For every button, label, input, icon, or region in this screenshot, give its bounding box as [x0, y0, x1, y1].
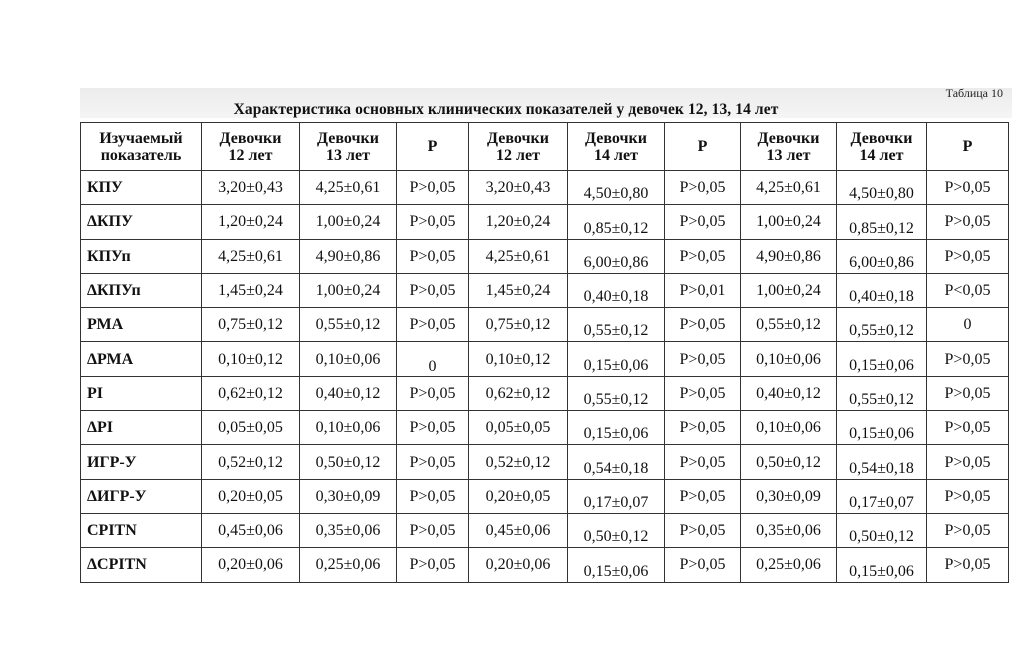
value-cell: 1,20±0,24 [469, 205, 568, 239]
value-cell: 0,55±0,12 [741, 308, 837, 342]
p-value-cell: P>0,05 [665, 239, 741, 273]
table-row [81, 239, 1009, 273]
table-row [81, 548, 1009, 582]
value-cell: 1,00±0,24 [300, 205, 397, 239]
p-value-cell: P>0,05 [397, 308, 469, 342]
value-cell: 1,45±0,24 [202, 273, 300, 307]
value-cell: 0,75±0,12 [202, 308, 300, 342]
column-header [568, 123, 665, 171]
value-cell: 0,52±0,12 [202, 445, 300, 479]
indicator-name-cell: ΔPI [81, 411, 202, 445]
p-value-cell: P>0,05 [665, 513, 741, 547]
value-cell: 0,40±0,12 [741, 376, 837, 410]
p-value-cell: P>0,05 [665, 445, 741, 479]
value-cell: 0,05±0,05 [469, 411, 568, 445]
indicator-name-cell: ΔКПУ [81, 205, 202, 239]
p-value-cell: P>0,05 [665, 342, 741, 376]
p-value-cell: P>0,05 [397, 479, 469, 513]
value-cell: 0,17±0,07 [837, 479, 927, 513]
value-cell: 0,45±0,06 [202, 513, 300, 547]
value-cell: 0,55±0,12 [837, 376, 927, 410]
value-cell: 4,90±0,86 [741, 239, 837, 273]
indicator-name-cell: ΔCPITN [81, 548, 202, 582]
column-header-line: 14 лет [594, 146, 638, 164]
column-header-line: P [697, 138, 708, 155]
value-cell: 0,50±0,12 [300, 445, 397, 479]
value-cell: 0,20±0,06 [469, 548, 568, 582]
p-value-cell: P>0,05 [927, 376, 1009, 410]
column-header-line: 14 лет [859, 146, 904, 164]
value-cell: 1,00±0,24 [741, 205, 837, 239]
indicator-name-cell: ΔРМА [81, 342, 202, 376]
p-value-cell: P>0,05 [397, 376, 469, 410]
p-value-cell: P>0,05 [397, 548, 469, 582]
table-caption: Характеристика основных клинических показателей у девочек 12, 13, 14 лет [233, 101, 779, 118]
column-header-line: P [427, 138, 438, 155]
value-cell: 1,00±0,24 [741, 273, 837, 307]
value-cell: 0,10±0,06 [741, 411, 837, 445]
p-value-cell: P>0,05 [927, 239, 1009, 273]
value-cell: 0,52±0,12 [469, 445, 568, 479]
value-cell: 0,25±0,06 [741, 548, 837, 582]
indicator-name-cell: ΔИГР-У [81, 479, 202, 513]
value-cell: 0,20±0,05 [202, 479, 300, 513]
value-cell: 0,10±0,06 [741, 342, 837, 376]
clinical-indicators-table [80, 122, 1009, 583]
p-value-cell: P>0,05 [397, 273, 469, 307]
p-value-cell: 0 [927, 308, 1009, 342]
column-header-line: P [962, 138, 973, 155]
column-header [81, 123, 202, 171]
p-value-cell: P>0,05 [397, 171, 469, 205]
table-row [81, 171, 1009, 205]
value-cell: 4,25±0,61 [300, 171, 397, 205]
value-cell: 0,20±0,05 [469, 479, 568, 513]
column-header-line: 12 лет [228, 146, 273, 164]
p-value-cell: P>0,05 [397, 445, 469, 479]
value-cell: 0,40±0,18 [837, 273, 927, 307]
p-value-cell: P>0,05 [397, 205, 469, 239]
column-header-line: Девочки [850, 129, 913, 147]
table-row [81, 376, 1009, 410]
value-cell: 0,15±0,06 [568, 342, 665, 376]
value-cell: 0,62±0,12 [469, 376, 568, 410]
value-cell: 0,05±0,05 [202, 411, 300, 445]
indicator-name-cell: ИГР-У [81, 445, 202, 479]
value-cell: 6,00±0,86 [568, 239, 665, 273]
value-cell: 1,45±0,24 [469, 273, 568, 307]
table-body [81, 171, 1009, 583]
p-value-cell: P>0,05 [397, 513, 469, 547]
column-header-line: Изучаемый [99, 129, 183, 147]
value-cell: 0,15±0,06 [837, 548, 927, 582]
value-cell: 0,40±0,12 [300, 376, 397, 410]
value-cell: 0,15±0,06 [837, 411, 927, 445]
value-cell: 0,55±0,12 [300, 308, 397, 342]
column-header-line: Девочки [757, 129, 820, 147]
p-value-cell: P>0,05 [665, 376, 741, 410]
p-value-cell: P>0,05 [927, 548, 1009, 582]
p-value-cell: P>0,05 [665, 411, 741, 445]
column-header-line: Девочки [317, 129, 379, 147]
column-header [202, 123, 300, 171]
value-cell: 0,85±0,12 [837, 205, 927, 239]
p-value-cell: P<0,05 [927, 273, 1009, 307]
indicator-name-cell: CPITN [81, 513, 202, 547]
column-header-line: Девочки [487, 129, 549, 147]
p-value-cell: P>0,05 [927, 513, 1009, 547]
value-cell: 0,35±0,06 [300, 513, 397, 547]
p-value-cell: P>0,05 [665, 205, 741, 239]
column-header-line: 13 лет [326, 146, 370, 164]
value-cell: 0,85±0,12 [568, 205, 665, 239]
p-value-cell: P>0,05 [927, 411, 1009, 445]
value-cell: 0,17±0,07 [568, 479, 665, 513]
value-cell: 4,25±0,61 [741, 171, 837, 205]
p-value-cell: P>0,05 [927, 342, 1009, 376]
p-value-cell: P>0,05 [665, 171, 741, 205]
p-value-cell: 0 [397, 342, 469, 376]
indicator-name-cell: КПУ [81, 171, 202, 205]
table-row [81, 273, 1009, 307]
column-header-line: показатель [100, 146, 182, 164]
column-header-line: 12 лет [496, 146, 540, 164]
column-header-line: Девочки [585, 129, 647, 147]
value-cell: 3,20±0,43 [202, 171, 300, 205]
table-row [81, 479, 1009, 513]
value-cell: 0,50±0,12 [837, 513, 927, 547]
value-cell: 0,62±0,12 [202, 376, 300, 410]
table-row [81, 205, 1009, 239]
table-header [81, 123, 1009, 171]
indicator-name-cell: PI [81, 376, 202, 410]
value-cell: 0,55±0,12 [568, 308, 665, 342]
column-header [397, 123, 469, 171]
value-cell: 0,54±0,18 [837, 445, 927, 479]
column-header [837, 123, 927, 171]
value-cell: 0,40±0,18 [568, 273, 665, 307]
p-value-cell: P>0,05 [927, 445, 1009, 479]
column-header-line: 13 лет [766, 146, 811, 164]
value-cell: 0,45±0,06 [469, 513, 568, 547]
value-cell: 1,20±0,24 [202, 205, 300, 239]
p-value-cell: P>0,01 [665, 273, 741, 307]
value-cell: 0,10±0,06 [300, 342, 397, 376]
value-cell: 0,10±0,06 [300, 411, 397, 445]
value-cell: 0,50±0,12 [568, 513, 665, 547]
value-cell: 6,00±0,86 [837, 239, 927, 273]
column-header [927, 123, 1009, 171]
p-value-cell: P>0,05 [397, 239, 469, 273]
value-cell: 0,15±0,06 [568, 548, 665, 582]
table-row [81, 445, 1009, 479]
column-header-line: Девочки [219, 129, 282, 147]
value-cell: 0,55±0,12 [568, 376, 665, 410]
value-cell: 0,30±0,09 [300, 479, 397, 513]
value-cell: 4,25±0,61 [202, 239, 300, 273]
value-cell: 4,50±0,80 [837, 171, 927, 205]
indicator-name-cell: КПУп [81, 239, 202, 273]
value-cell: 0,15±0,06 [568, 411, 665, 445]
indicator-name-cell: ΔКПУп [81, 273, 202, 307]
value-cell: 0,20±0,06 [202, 548, 300, 582]
table-row [81, 513, 1009, 547]
value-cell: 0,25±0,06 [300, 548, 397, 582]
value-cell: 4,90±0,86 [300, 239, 397, 273]
value-cell: 1,00±0,24 [300, 273, 397, 307]
value-cell: 0,55±0,12 [837, 308, 927, 342]
table-row [81, 308, 1009, 342]
value-cell: 3,20±0,43 [469, 171, 568, 205]
column-header [665, 123, 741, 171]
value-cell: 4,50±0,80 [568, 171, 665, 205]
p-value-cell: P>0,05 [665, 308, 741, 342]
value-cell: 0,15±0,06 [837, 342, 927, 376]
column-header [300, 123, 397, 171]
column-header [469, 123, 568, 171]
value-cell: 0,54±0,18 [568, 445, 665, 479]
value-cell: 0,50±0,12 [741, 445, 837, 479]
header-row [81, 123, 1009, 171]
value-cell: 0,10±0,12 [202, 342, 300, 376]
p-value-cell: P>0,05 [927, 479, 1009, 513]
indicator-name-cell: РМА [81, 308, 202, 342]
table-label: Таблица 10 [945, 86, 1003, 100]
p-value-cell: P>0,05 [665, 479, 741, 513]
value-cell: 0,30±0,09 [741, 479, 837, 513]
p-value-cell: P>0,05 [665, 548, 741, 582]
p-value-cell: P>0,05 [927, 171, 1009, 205]
value-cell: 4,25±0,61 [469, 239, 568, 273]
value-cell: 0,75±0,12 [469, 308, 568, 342]
table-row [81, 342, 1009, 376]
table-row [81, 411, 1009, 445]
value-cell: 0,10±0,12 [469, 342, 568, 376]
p-value-cell: P>0,05 [927, 205, 1009, 239]
p-value-cell: P>0,05 [397, 411, 469, 445]
column-header [741, 123, 837, 171]
value-cell: 0,35±0,06 [741, 513, 837, 547]
